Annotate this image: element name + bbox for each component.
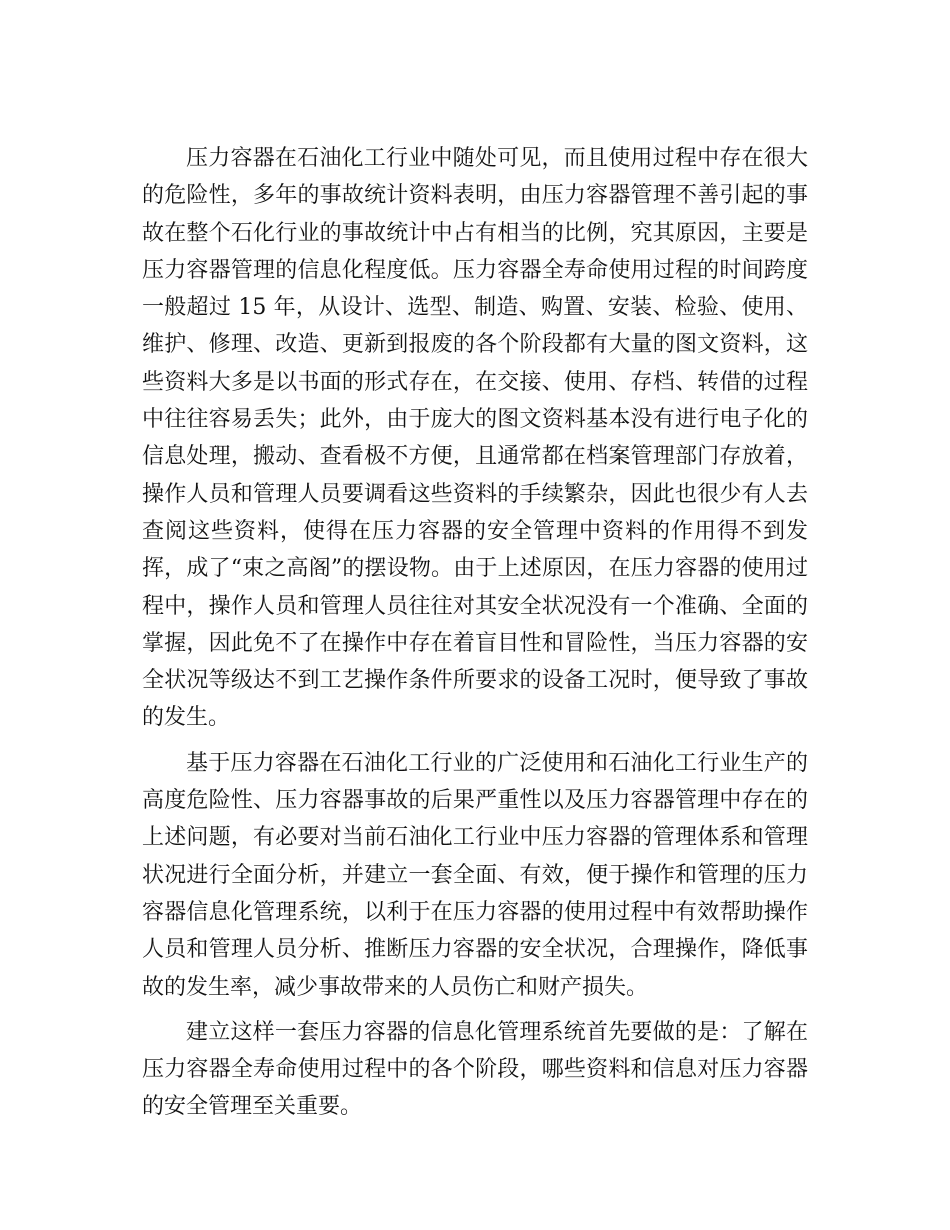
paragraph-1: 压力容器在石油化工行业中随处可见，而且使用过程中存在很大的危险性，多年的事故统计资料表明，由压力容器管理不善引起的事故在整个石化行业的事故统计中占有相当的比例，究其原因，主要是压力容器管理的信息化程度低。压力容器全寿命使用过程的时间跨度一般超过 15 年，从设计、选型、制造、购置、安装、检验、使用、维护、修理、改造、更新到报废的各个阶段都有大量的图文资料，这些资料大多是以书面的形式存在，在交接、使用、存档、转借的过程中往往容易丢失；此外，由于庞大的图文资料基本没有进行电子化的信息处理，搬动、查看极不方便，且通常都在档案管理部门存放着，操作人员和管理人员要调看这些资料的手续繁杂，因此也很少有人去查阅这些资料，使得在压力容器的安全管理中资料的作用得不到发挥，成了“束之高阁”的摆设物。由于上述原因，在压力容器的使用过程中，操作人员和管理人员往往对其安全状况没有一个准确、全面的掌握，因此免不了在操作中存在着盲目性和冒险性，当压力容器的安全状况等级达不到工艺操作条件所要求的设备工况时，便导致了事故的发生。	[142, 146, 808, 731]
paragraph-3: 建立这样一套压力容器的信息化管理系统首先要做的是：了解在压力容器全寿命使用过程中的各个阶段，哪些资料和信息对压力容器的安全管理至关重要。	[142, 1019, 808, 1120]
document-body	[142, 140, 808, 1134]
paragraph-2: 基于压力容器在石油化工行业的广泛使用和石油化工行业生产的高度危险性、压力容器事故的后果严重性以及压力容器管理中存在的上述问题，有必要对当前石油化工行业中压力容器的管理体系和管理状况进行全面分析，并建立一套全面、有效，便于操作和管理的压力容器信息化管理系统，以利于在压力容器的使用过程中有效帮助操作人员和管理人员分析、推断压力容器的安全状况，合理操作，降低事故的发生率，减少事故带来的人员伤亡和财产损失。	[142, 750, 808, 1000]
